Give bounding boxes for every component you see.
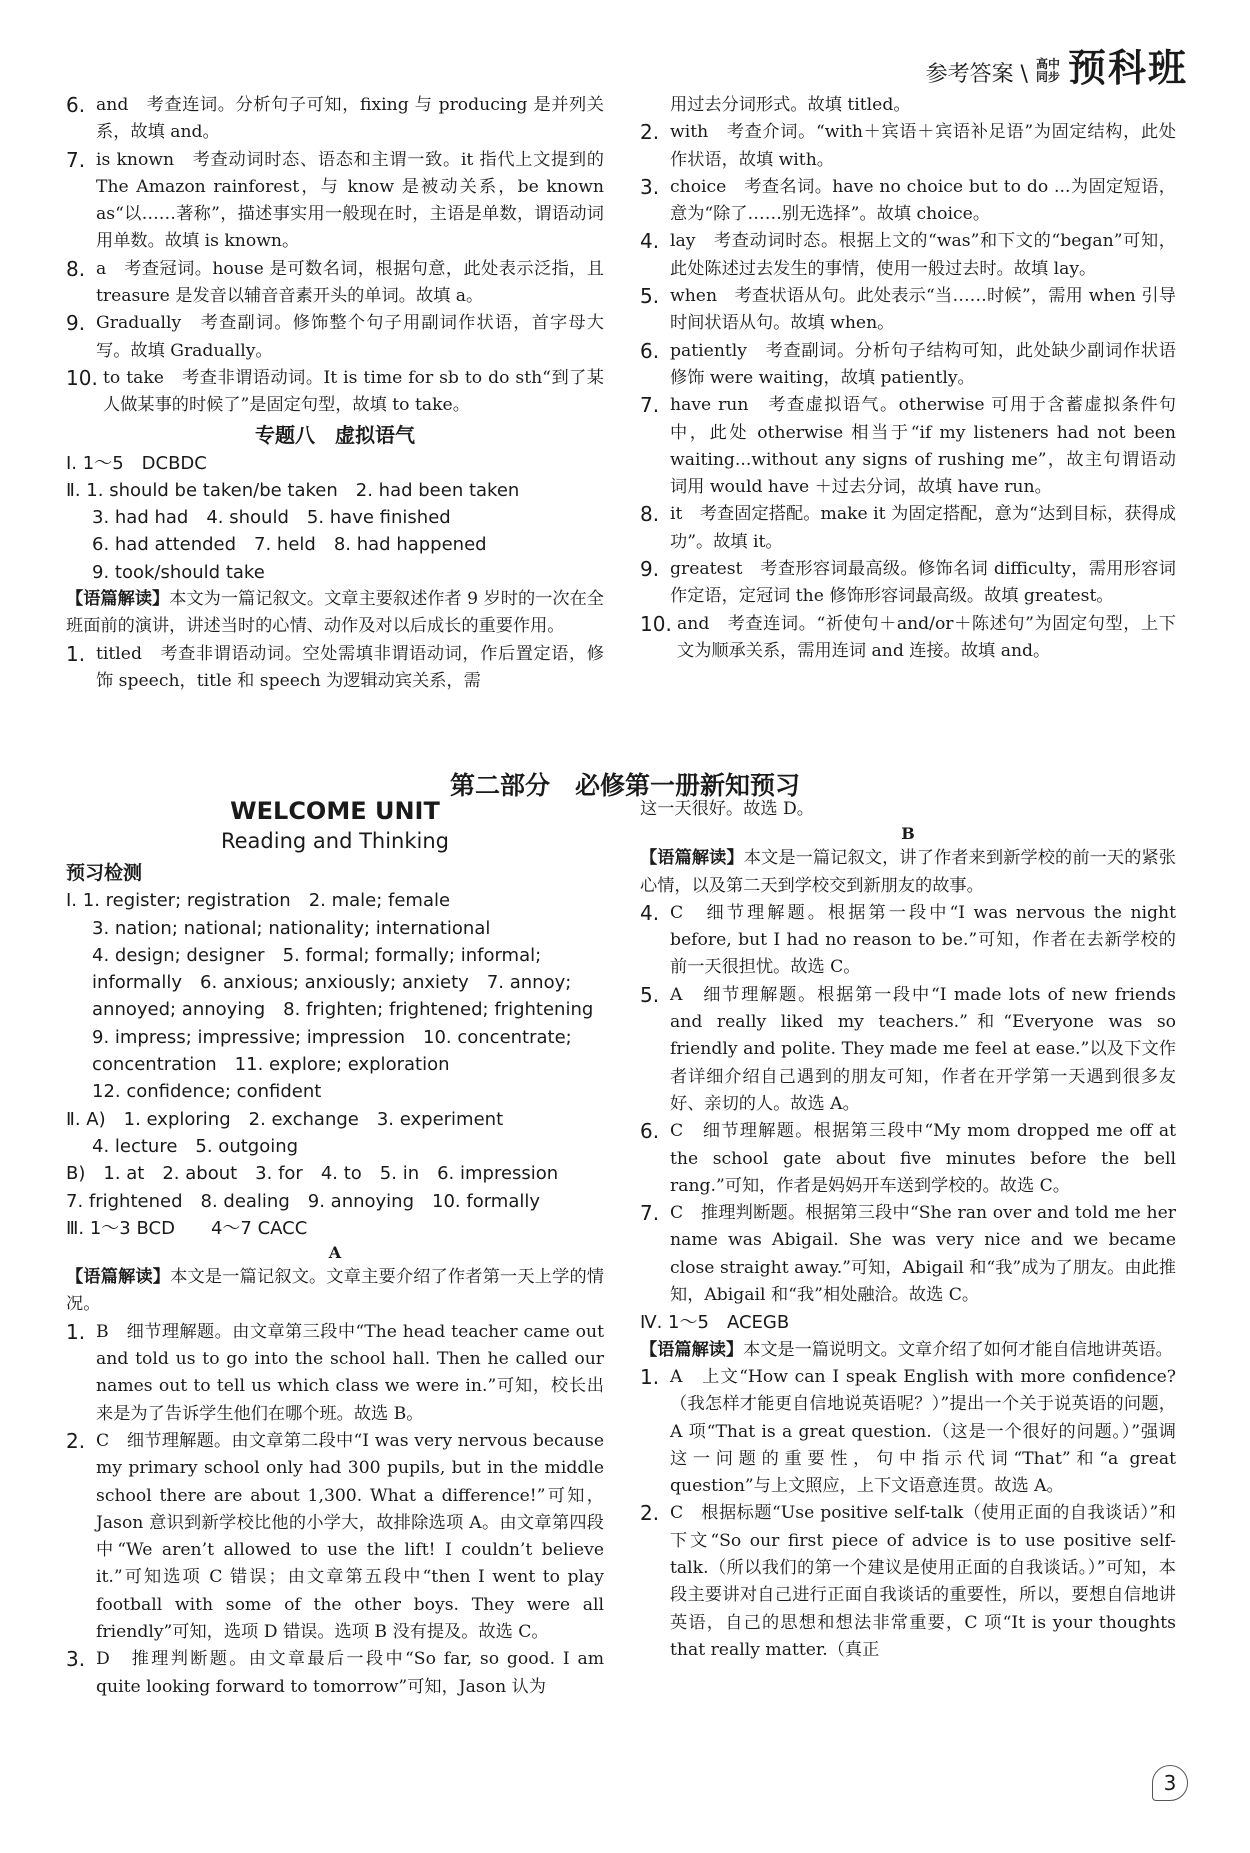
answer-item: 2. with 考查介词。“with＋宾语＋宾语补足语”为固定结构，此处作状语，故填 with。 bbox=[640, 120, 1176, 170]
passage-interpretation: 【语篇解读】本文是一篇说明文。文章介绍了如何才能自信地讲英语。 bbox=[640, 1339, 1173, 1360]
answer-line: 12. confidence; confident bbox=[92, 1081, 322, 1103]
answer-item: 5. when 考查状语从句。此处表示“当……时候”，需用 when 引导时间状语从句。故填 when。 bbox=[640, 284, 1176, 334]
answer-line: 3. had had 4. should 5. have finished bbox=[92, 507, 451, 529]
answer-line: concentration 11. explore; exploration bbox=[92, 1054, 450, 1076]
answer-item: 7. have run 考查虚拟语气。otherwise 可用于含蓄虚拟条件句中，此处 otherwise 相当于“if my listeners had not been waiting...without any signs of rushing me”，故主句谓语动词用 would have ＋过去分词，故填 have run。 bbox=[640, 393, 1176, 498]
answer-item: 10. and 考查连词。“祈使句＋and/or＋陈述句”为固定句型，上下文为顺承关系，需用连词 and 连接。故填 and。 bbox=[640, 611, 1176, 661]
answer-item: 4. lay 考查动词时态。根据上文的“was”和下文的“began”可知，此处陈述过去发生的事情，使用一般过去时。故填 lay。 bbox=[640, 229, 1176, 279]
upper-left-column bbox=[66, 92, 604, 695]
lower-right-column bbox=[640, 796, 1176, 1664]
answer-line: 4. lecture 5. outgoing bbox=[92, 1135, 299, 1157]
passage-label: A bbox=[328, 1243, 342, 1263]
answer-line: Ⅰ. 1. register; registration 2. male; female bbox=[66, 890, 451, 912]
answer-item: 3. D 推理判断题。由文章最后一段中“So far, so good. I am quite looking forward to tomorrow”可知，Jason 认为 bbox=[66, 1647, 604, 1697]
answer-item: 6. C 细节理解题。根据第三段中“My mom dropped me off at the school gate about five minutes before the bell rang.”可知，作者是妈妈开车送到学校的。故选 C。 bbox=[640, 1119, 1176, 1196]
answer-item: 9. greatest 考查形容词最高级。修饰名词 difficulty，需用形容词作定语，定冠词 the 修饰形容词最高级。故填 greatest。 bbox=[640, 557, 1176, 607]
answer-line: Ⅳ. 1～5 ACEGB bbox=[640, 1312, 790, 1334]
answer-item: 7. C 推理判断题。根据第三段中“She ran over and told me her name was Abigail. She was very nice and we became close straight away.”可知，Abigail 和“我”成为了朋友。由此推知，Abigail 和“我”相处融洽。故选 C。 bbox=[640, 1201, 1176, 1306]
passage-interpretation: 【语篇解读】本文为一篇记叙文。文章主要叙述作者 9 岁时的一次在全班面前的演讲，讲述当时的心情、动作及对以后成长的重要作用。 bbox=[66, 589, 604, 637]
answer-line: Ⅱ. A) 1. exploring 2. exchange 3. experiment bbox=[66, 1108, 504, 1130]
brand-logo: 预科班 bbox=[1067, 46, 1188, 90]
answer-item: 3. choice 考查名词。have no choice but to do ...为固定短语，意为“除了……别无选择”。故填 choice。 bbox=[640, 174, 1176, 225]
answer-line: informally 6. anxious; anxiously; anxiety 7. annoy; bbox=[92, 972, 572, 994]
answer-item: 8. it 考查固定搭配。make it 为固定搭配，意为“达到目标，获得成功”。故填 it。 bbox=[640, 502, 1176, 552]
answer-line: annoyed; annoying 8. frighten; frightened; frightening bbox=[92, 999, 594, 1021]
page-number: 3 bbox=[1152, 1765, 1188, 1801]
answer-item: 10. to take 考查非谓语动词。It is time for sb to do sth“到了某人做某事的时候了”是固定句型，故填 to take。 bbox=[66, 365, 604, 416]
answer-line: Ⅲ. 1～3 BCD 4～7 CACC bbox=[66, 1217, 308, 1239]
answer-item: 1. A 上文“How can I speak English with more confidence?（我怎样才能更自信地说英语呢？）”提出一个关于说英语的问题，A 项“That is a great question.（这是一个很好的问题。）”强调这一问题的重要性，句中指示代词“That”和“a great question”与上文照应，上下文语意连贯。故选 A。 bbox=[640, 1364, 1176, 1497]
answer-line: 9. took/should take bbox=[92, 561, 265, 583]
topic-heading: 专题八 虚拟语气 bbox=[255, 422, 415, 447]
answer-item: 6. and 考查连词。分析句子可知，fixing 与 producing 是并列关系，故填 and。 bbox=[66, 93, 604, 143]
answer-line: 6. had attended 7. held 8. had happened bbox=[92, 534, 487, 556]
answer-item: 1. titled 考查非谓语动词。空处需填非谓语动词，作后置定语，修饰 speech，title 和 speech 为逻辑动宾关系，需 bbox=[66, 641, 604, 691]
answer-item: 4. C 细节理解题。根据第一段中“I was nervous the night before, but I had no reason to be.”可知，作者在去新学校的前一天很担忧。故选 C。 bbox=[640, 900, 1176, 978]
answer-item: 2. C 根据标题“Use positive self-talk（使用正面的自我谈话）”和下文“So our first piece of advice is to use positive self-talk.（所以我们的第一个建议是使用正面的自我谈话。）”可知，本段主要讲对自己进行正面自我谈话的重要性，所以，要想自信地讲英语，自己的思想和想法非常重要，C 项“It is your thoughts that really matter.（真正 bbox=[640, 1501, 1176, 1660]
header-badge: 高中 同步 bbox=[1035, 57, 1060, 84]
answer-line: 3. nation; national; nationality; international bbox=[92, 917, 491, 939]
part-heading: 第二部分 必修第一册新知预习 bbox=[449, 771, 800, 800]
unit-title: WELCOME UNIT bbox=[230, 797, 440, 825]
answer-item: 5. A 细节理解题。根据第一段中“I made lots of new friends and really liked my teachers.”和“Everyone was so friendly and polite. They made me feel at ease.”以及下文作者详细介绍自己遇到的朋友可知，作者在开学第一天遇到很多友好、亲切的人。故选 A。 bbox=[640, 982, 1176, 1114]
answer-line: 9. impress; impressive; impression 10. concentrate; bbox=[92, 1026, 572, 1048]
page-header bbox=[926, 48, 1188, 88]
answer-item: 2. C 细节理解题。由文章第二段中“I was very nervous because my primary school only had 300 pupils, but in the middle school there are about 1,300. What a difference!”可知，Jason 意识到新学校比他的小学大，故排除选项 A。由文章第四段中“We aren’t allowed to use the lift! I couldn’t believe it.”可知选项 C 错误；由文章第五段中“then I went to play football with some of the other boys. They were all friendly”可知，选项 D 错误。选项 B 没有提及。故选 C。 bbox=[66, 1428, 604, 1643]
answer-item: 用过去分词形式。故填 titled。 bbox=[670, 95, 911, 115]
answer-item: 1. B 细节理解题。由文章第三段中“The head teacher came out and told us to go into the school hall. Then he called our names out to tell us which class we were in.”可知，校长出来是为了告诉学生他们在哪个班。故选 B。 bbox=[66, 1319, 604, 1424]
answer-item: 7. is known 考查动词时态、语态和主谓一致。it 指代上文提到的 The Amazon rainforest，与 know 是被动关系，be known as“以……著称”，描述事实用一般现在时，主语是单数，谓语动词用单数。故填 is known。 bbox=[66, 147, 604, 252]
answer-item: 8. a 考查冠词。house 是可数名词，根据句意，此处表示泛指，且 treasure 是发音以辅音音素开头的单词。故填 a。 bbox=[66, 256, 604, 307]
unit-subtitle: Reading and Thinking bbox=[220, 829, 450, 853]
upper-right-column bbox=[640, 92, 1176, 665]
passage-interpretation: 【语篇解读】本文是一篇记叙文。文章主要介绍了作者第一天上学的情况。 bbox=[66, 1267, 604, 1315]
passage-interpretation: 【语篇解读】本文是一篇记叙文，讲了作者来到新学校的前一天的紧张心情，以及第二天到学校交到新朋友的故事。 bbox=[640, 848, 1176, 896]
continued-text: 这一天很好。故选 D。 bbox=[640, 799, 814, 819]
answer-line: 7. frightened 8. dealing 9. annoying 10. formally bbox=[66, 1190, 541, 1212]
answer-line: Ⅱ. 1. should be taken/be taken 2. had been taken bbox=[66, 479, 520, 501]
answer-line: 4. design; designer 5. formal; formally; informal; bbox=[92, 944, 542, 966]
passage-label: B bbox=[901, 824, 915, 844]
lower-left-column bbox=[66, 796, 604, 1701]
section-heading: 预习检测 bbox=[66, 862, 143, 884]
answer-item: 6. patiently 考查副词。分析句子结构可知，此处缺少副词作状语修饰 were waiting，故填 patiently。 bbox=[640, 338, 1176, 388]
answer-line: Ⅰ. 1～5 DCBDC bbox=[66, 452, 207, 474]
header-label: 参考答案 \ bbox=[925, 62, 1028, 87]
answer-line: B) 1. at 2. about 3. for 4. to 5. in 6. impression bbox=[66, 1163, 559, 1185]
answer-item: 9. Gradually 考查副词。修饰整个句子用副词作状语，首字母大写。故填 Gradually。 bbox=[66, 311, 604, 361]
